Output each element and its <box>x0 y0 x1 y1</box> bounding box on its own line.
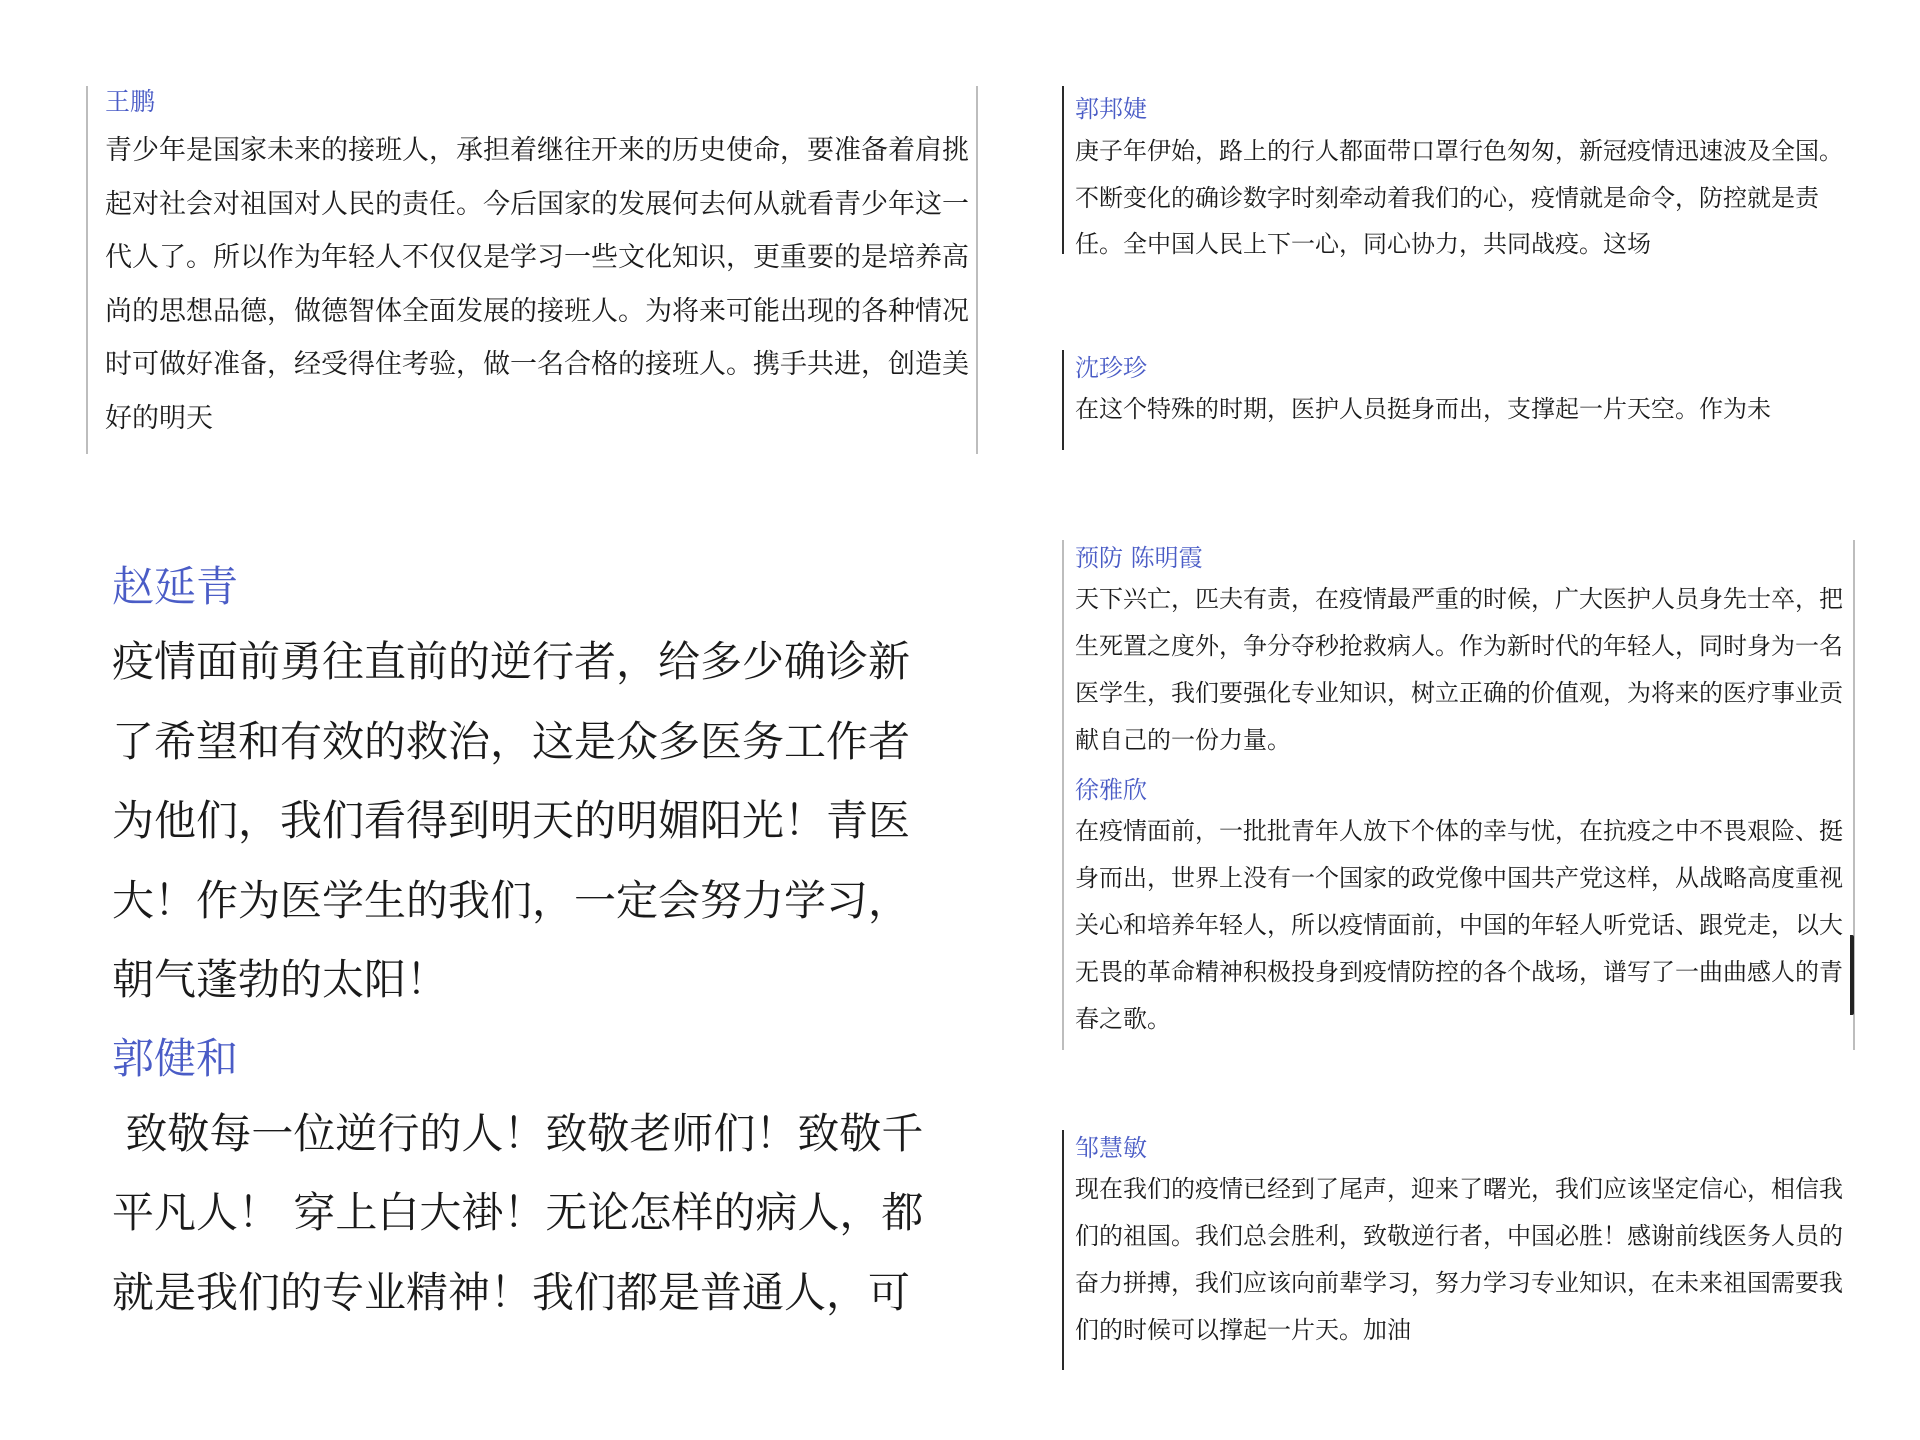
comment-text-line: 了希望和有效的救治，这是众多医务工作者 <box>112 716 911 766</box>
comment-text: 庚子年伊始，路上的行人都面带口罩行色匆匆，新冠疫情迅速波及全国。不断变化的确诊数字时刻牵动着我们的心，疫情就是命令，防控就是责任。全中国人民上下一心，同心协力，共同战疫。这场 <box>1075 137 1843 258</box>
comment-text-line: 就是我们的专业精神！我们都是普通人，可 <box>112 1267 911 1317</box>
card-border-right <box>976 86 978 454</box>
card-border-left <box>1062 1130 1064 1370</box>
comment-card-zoomed <box>112 548 974 1360</box>
comment-block <box>112 552 974 1020</box>
comment-author[interactable]: 赵延青 <box>112 562 239 611</box>
card-border-left <box>1062 350 1064 450</box>
comment-card <box>1075 90 1850 260</box>
comment-text-line: 致敬每一位逆行的人！致敬老师们！致敬千 <box>112 1108 924 1158</box>
comment-card <box>1075 540 1850 1045</box>
comment-text-line: 疫情面前勇往直前的逆行者，给多少确诊新 <box>112 637 911 686</box>
comment-card <box>105 80 973 452</box>
comment-text-line: 大！作为医学生的我们，一定会努力学习， <box>112 875 911 925</box>
comment-text-line: 朝气蓬勃的太阳！ <box>112 955 449 1004</box>
card-border-left <box>1062 540 1064 1050</box>
comment-author[interactable]: 沈珍珍 <box>1075 354 1147 382</box>
comment-text-line: 为他们，我们看得到明天的明媚阳光！青医 <box>112 796 911 845</box>
comment-author[interactable]: 预防 陈明霞 <box>1075 544 1203 572</box>
comment-author[interactable]: 郭邦婕 <box>1075 95 1147 123</box>
comment-text: 在这个特殊的时期，医护人员挺身而出，支撑起一片天空。作为未 <box>1075 395 1771 423</box>
card-border-left <box>86 86 88 454</box>
comment-author[interactable]: 邹慧敏 <box>1075 1134 1147 1162</box>
comment-text: 青少年是国家未来的接班人，承担着继往开来的历史使命，要准备着肩挑起对社会对祖国对人民的责任。今后国家的发展何去何从就看青少年这一代人了。所以作为年轻人不仅仅是学习一些文化知识，更重要的是培养高尚的思想品德，做德智体全面发展的接班人。为将来可能出现的各种情况时可做好准备，经受得住考验，做一名合格的接班人。携手共进，创造美好的明天 <box>105 135 969 434</box>
comment-author[interactable]: 王鹏 <box>105 87 156 116</box>
comment-text-line: 平凡人！ 穿上白大褂！无论怎样的病人，都 <box>112 1188 924 1237</box>
comment-text: 天下兴亡，匹夫有责，在疫情最严重的时候，广大医护人员身先士卒，把生死置之度外，争分夺秒抢救病人。作为新时代的年轻人，同时身为一名医学生，我们要强化专业知识，树立正确的价值观，为将来的医疗事业贡献自己的一份力量。 <box>1075 585 1843 754</box>
card-border-left <box>1062 86 1064 254</box>
comment-card <box>1075 350 1850 452</box>
comment-author[interactable]: 郭健和 <box>112 1033 239 1083</box>
comment-author[interactable]: 徐雅欣 <box>1075 776 1147 804</box>
comment-block <box>112 1024 974 1333</box>
comment-text: 现在我们的疫情已经到了尾声，迎来了曙光，我们应该坚定信心，相信我们的祖国。我们总会胜利，致敬逆行者，中国必胜！感谢前线医务人员的奋力拼搏，我们应该向前辈学习，努力学习专业知识，在未来祖国需要我们的时候可以撑起一片天。加油 <box>1075 1175 1843 1344</box>
comment-card <box>1075 1130 1850 1375</box>
comment-text: 在疫情面前，一批批青年人放下个体的幸与忧，在抗疫之中不畏艰险、挺身而出，世界上没有一个国家的政党像中国共产党这样，从战略高度重视关心和培养年轻人，所以疫情面前，中国的年轻人听党话、跟党走，以大无畏的革命精神积极投身到疫情防控的各个战场，谱写了一曲曲感人的青春之歌。 <box>1075 817 1843 1033</box>
